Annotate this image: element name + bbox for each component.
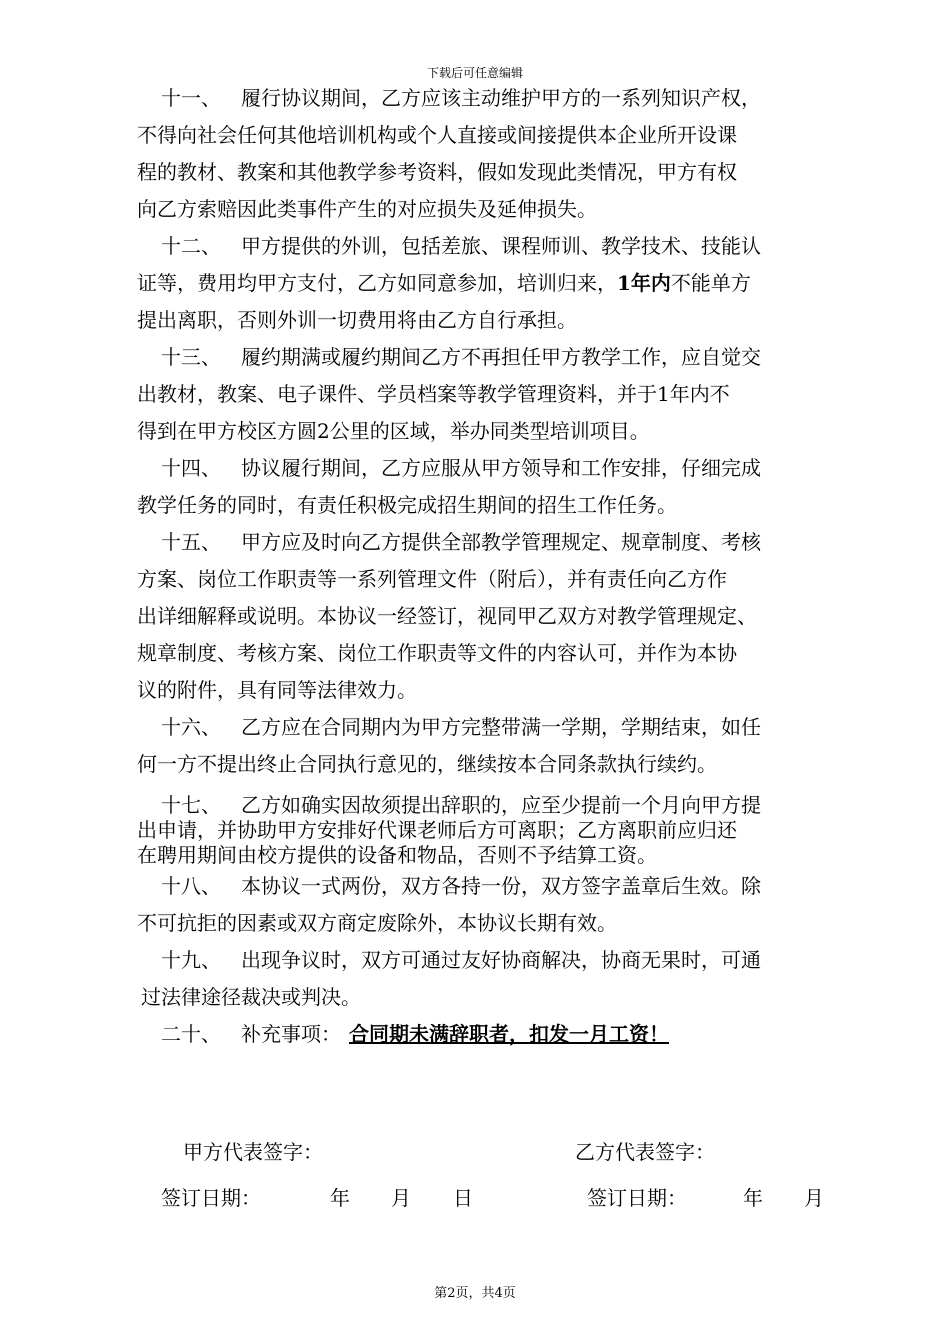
clause-line: 出申请，并协助甲方安排好代课老师后方可离职；乙方离职前应归还 [137,818,737,842]
party-b-signature-label: 乙方代表签字： [575,1140,715,1164]
contract-body [137,80,827,1053]
sign-date-a-label: 签订日期： [161,1186,261,1210]
clause-line: 履行协议期间，乙方应该主动维护甲方的一系列知识产权， [241,86,761,110]
page-header: 下载后可任意编辑 [426,66,523,80]
sign-date-b-label: 签订日期： [587,1186,687,1210]
clause-line: 出详细解释或说明。本协议一经签订，视同甲乙双方对教学管理规定、 [137,604,757,628]
clause-19 [137,942,827,1016]
party-a-signature-label: 甲方代表签字： [183,1140,323,1164]
clause-line-tail: 不能单方 [670,271,751,295]
date-a-year: 年 [330,1186,350,1210]
clause-line: 得到在甲方校区方圆2公里的区域，举办同类型培训项目。 [137,419,650,443]
clause-line: 在聘用期间由校方提供的设备和物品，否则不予结算工资。 [137,843,657,867]
clause-number: 十四、 [161,456,221,480]
date-a-month: 月 [391,1186,411,1210]
clause-line: 提出离职，否则外训一切费用将由乙方自行承担。 [137,308,577,332]
clause-number: 十七、 [161,793,221,817]
clause-13 [137,339,827,450]
clause-line: 规章制度、考核方案、岗位工作职责等文件的内容认可，并作为本协 [137,641,737,665]
clause-line: 甲方提供的外训，包括差旅、课程师训、教学技术、技能认 [241,234,761,258]
clause-number: 十三、 [161,345,221,369]
clause-line: 甲方应及时向乙方提供全部教学管理规定、规章制度、考核 [241,530,761,554]
clause-line: 向乙方索赔因此类事件产生的对应损失及延伸损失。 [137,197,597,221]
bold-term: 1年内 [617,271,671,295]
clause-12 [137,228,827,339]
page-footer: 第2页，共4页 [434,1286,516,1301]
clause-20-supplement [137,1016,827,1053]
clause-number: 十六、 [161,715,221,739]
supplement-text: 合同期未满辞职者，扣发一月工资！ [349,1022,669,1046]
clause-number: 十九、 [161,948,221,972]
clause-line: 何一方不提出终止合同执行意见的，继续按本合同条款执行续约。 [137,752,717,776]
clause-line: 不可抗拒的因素或双方商定废除外，本协议长期有效。 [137,911,617,935]
clause-14 [137,450,827,524]
date-a-day: 日 [453,1186,473,1210]
clause-line: 过法律途径裁决或判决。 [141,985,361,1009]
clause-17 [137,793,827,868]
clause-line: 教学任务的同时，有责任积极完成招生期间的招生工作任务。 [137,493,677,517]
clause-18 [137,868,827,942]
clause-line: 程的教材、教案和其他教学参考资料，假如发现此类情况，甲方有权 [137,160,737,184]
clause-number: 十五、 [161,530,221,554]
clause-number: 十八、 [161,874,221,898]
clause-line: 出现争议时，双方可通过友好协商解决，协商无果时，可通 [241,948,761,972]
clause-11 [137,80,827,228]
clause-line: 协议履行期间，乙方应服从甲方领导和工作安排，仔细完成 [241,456,761,480]
clause-line: 议的附件，具有同等法律效力。 [137,678,417,702]
clause-line: 乙方应在合同期内为甲方完整带满一学期，学期结束，如任 [241,715,761,739]
clause-number: 二十、 [161,1022,221,1046]
clause-line: 出教材，教案、电子课件、学员档案等教学管理资料，并于1年内不 [137,382,730,406]
clause-line: 方案、岗位工作职责等一系列管理文件（附后），并有责任向乙方作 [137,567,727,591]
date-b-month: 月 [804,1186,824,1210]
clause-line: 乙方如确实因故须提出辞职的，应至少提前一个月向甲方提 [241,793,761,817]
clause-number: 十二、 [161,234,221,258]
supplement-label: 补充事项： [241,1022,341,1046]
clause-number: 十一、 [161,86,221,110]
clause-line: 履约期满或履约期间乙方不再担任甲方教学工作，应自觉交 [241,345,761,369]
clause-line: 本协议一式两份，双方各持一份，双方签字盖章后生效。除 [241,874,761,898]
clause-16 [137,709,827,783]
date-b-year: 年 [743,1186,763,1210]
clause-line: 证等，费用均甲方支付，乙方如同意参加，培训归来， [137,271,617,295]
clause-15 [137,524,827,709]
clause-line: 不得向社会任何其他培训机构或个人直接或间接提供本企业所开设课 [137,123,737,147]
